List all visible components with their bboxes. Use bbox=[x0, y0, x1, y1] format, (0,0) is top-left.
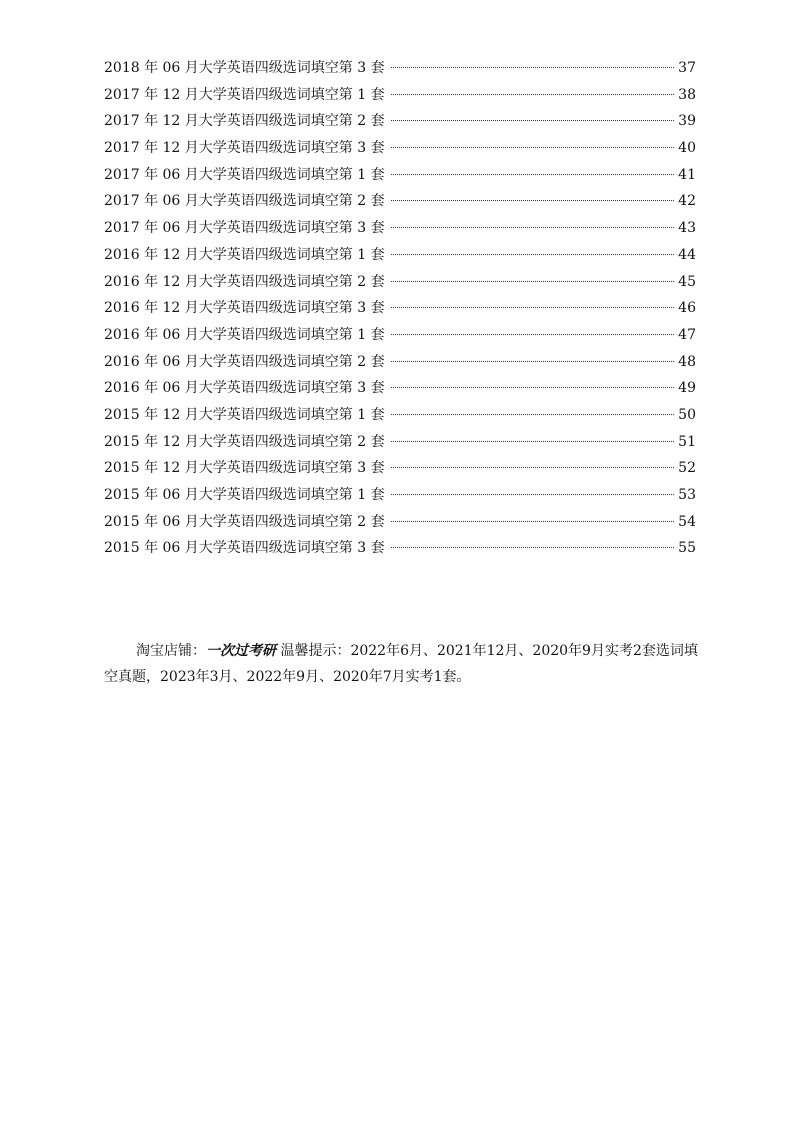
toc-entry[interactable] bbox=[104, 245, 696, 272]
toc-entry[interactable] bbox=[104, 405, 696, 432]
toc-dot-leader bbox=[391, 387, 674, 388]
shop-label: 淘宝店铺： bbox=[136, 643, 206, 659]
toc-entry[interactable] bbox=[104, 432, 696, 459]
toc-entry[interactable] bbox=[104, 458, 696, 485]
toc-entry-page: 53 bbox=[678, 487, 696, 503]
toc-entry[interactable] bbox=[104, 138, 696, 165]
toc-dot-leader bbox=[391, 200, 674, 201]
toc-entry-page: 51 bbox=[678, 433, 696, 450]
toc-dot-leader bbox=[391, 521, 674, 522]
toc-entry-page: 45 bbox=[678, 273, 696, 290]
toc-entry-page: 40 bbox=[678, 140, 696, 157]
toc-entry-page: 44 bbox=[678, 246, 696, 263]
toc-entry-title: 2017 年 12 月大学英语四级选词填空第 3 套 bbox=[104, 140, 385, 157]
toc-entry-title: 2017 年 06 月大学英语四级选词填空第 3 套 bbox=[104, 220, 385, 237]
toc-dot-leader bbox=[391, 307, 674, 308]
toc-dot-leader bbox=[391, 467, 674, 468]
toc-entry-page: 48 bbox=[678, 353, 696, 370]
toc-dot-leader bbox=[391, 227, 674, 228]
toc-dot-leader bbox=[391, 414, 674, 415]
toc-entry[interactable] bbox=[104, 352, 696, 379]
shop-name: 一次过考研 bbox=[206, 643, 276, 659]
toc-entry-page: 55 bbox=[678, 540, 696, 557]
tip-text: 温馨提示：2022年6月、2021年12月、2020年9月实考2套选词填空真题，2023年3月、2022年9月、2020年7月实考1套。 bbox=[104, 643, 698, 685]
toc-entry-page: 54 bbox=[678, 513, 696, 530]
shop-note bbox=[104, 638, 704, 690]
toc-entry-page: 41 bbox=[678, 166, 696, 183]
toc-dot-leader bbox=[391, 361, 674, 362]
toc-entry[interactable] bbox=[104, 538, 696, 565]
toc-dot-leader bbox=[391, 281, 674, 282]
toc-entry-page: 49 bbox=[678, 380, 696, 397]
toc-entry[interactable] bbox=[104, 218, 696, 245]
toc-dot-leader bbox=[391, 174, 674, 175]
toc-dot-leader bbox=[391, 254, 674, 255]
toc-entry[interactable] bbox=[104, 165, 696, 192]
toc-entry-title: 2017 年 06 月大学英语四级选词填空第 2 套 bbox=[104, 193, 385, 210]
toc-entry[interactable] bbox=[104, 58, 696, 85]
toc-entry[interactable] bbox=[104, 512, 696, 539]
toc-entry-title: 2017 年 12 月大学英语四级选词填空第 2 套 bbox=[104, 113, 385, 130]
toc-dot-leader bbox=[391, 547, 674, 548]
toc-dot-leader bbox=[391, 441, 674, 442]
toc-entry-title: 2018 年 06 月大学英语四级选词填空第 3 套 bbox=[104, 60, 385, 76]
toc-dot-leader bbox=[391, 94, 674, 95]
toc-entry-title: 2015 年 06 月大学英语四级选词填空第 2 套 bbox=[104, 513, 385, 530]
toc-entry[interactable] bbox=[104, 485, 696, 512]
toc-entry-title: 2015 年 06 月大学英语四级选词填空第 3 套 bbox=[104, 540, 385, 557]
toc-entry[interactable] bbox=[104, 111, 696, 138]
toc-entry[interactable] bbox=[104, 378, 696, 405]
toc-dot-leader bbox=[391, 334, 674, 335]
toc-entry[interactable] bbox=[104, 325, 696, 352]
toc-entry-title: 2016 年 06 月大学英语四级选词填空第 3 套 bbox=[104, 380, 385, 397]
toc-entry-page: 42 bbox=[678, 193, 696, 210]
toc-entry-title: 2015 年 12 月大学英语四级选词填空第 1 套 bbox=[104, 406, 385, 423]
toc-dot-leader bbox=[391, 147, 674, 148]
toc-entry-title: 2016 年 12 月大学英语四级选词填空第 1 套 bbox=[104, 246, 385, 263]
toc-entry-page: 38 bbox=[678, 86, 696, 103]
toc-entry[interactable] bbox=[104, 272, 696, 299]
toc-entry-title: 2015 年 12 月大学英语四级选词填空第 3 套 bbox=[104, 460, 385, 477]
toc-dot-leader bbox=[391, 120, 674, 121]
toc-entry-title: 2015 年 12 月大学英语四级选词填空第 2 套 bbox=[104, 433, 385, 450]
toc-entry-page: 50 bbox=[678, 406, 696, 423]
toc-dot-leader bbox=[391, 494, 674, 495]
toc-entry-page: 46 bbox=[678, 300, 696, 317]
toc-entry-page: 39 bbox=[678, 113, 696, 130]
toc-dot-leader bbox=[391, 67, 674, 68]
toc-entry-title: 2016 年 06 月大学英语四级选词填空第 2 套 bbox=[104, 353, 385, 370]
toc-entry[interactable] bbox=[104, 191, 696, 218]
toc-entry-title: 2015 年 06 月大学英语四级选词填空第 1 套 bbox=[104, 487, 385, 503]
toc-entry-page: 37 bbox=[678, 60, 696, 76]
toc-entry-title: 2016 年 12 月大学英语四级选词填空第 2 套 bbox=[104, 273, 385, 290]
toc-entry-title: 2017 年 06 月大学英语四级选词填空第 1 套 bbox=[104, 166, 385, 183]
toc-entry-page: 47 bbox=[678, 326, 696, 343]
toc-entry-title: 2016 年 06 月大学英语四级选词填空第 1 套 bbox=[104, 326, 385, 343]
toc-entry-page: 43 bbox=[678, 220, 696, 237]
toc-entry-page: 52 bbox=[678, 460, 696, 477]
table-of-contents bbox=[104, 58, 696, 565]
toc-entry-title: 2016 年 12 月大学英语四级选词填空第 3 套 bbox=[104, 300, 385, 317]
toc-entry[interactable] bbox=[104, 298, 696, 325]
toc-entry-title: 2017 年 12 月大学英语四级选词填空第 1 套 bbox=[104, 86, 385, 103]
toc-entry[interactable] bbox=[104, 85, 696, 112]
